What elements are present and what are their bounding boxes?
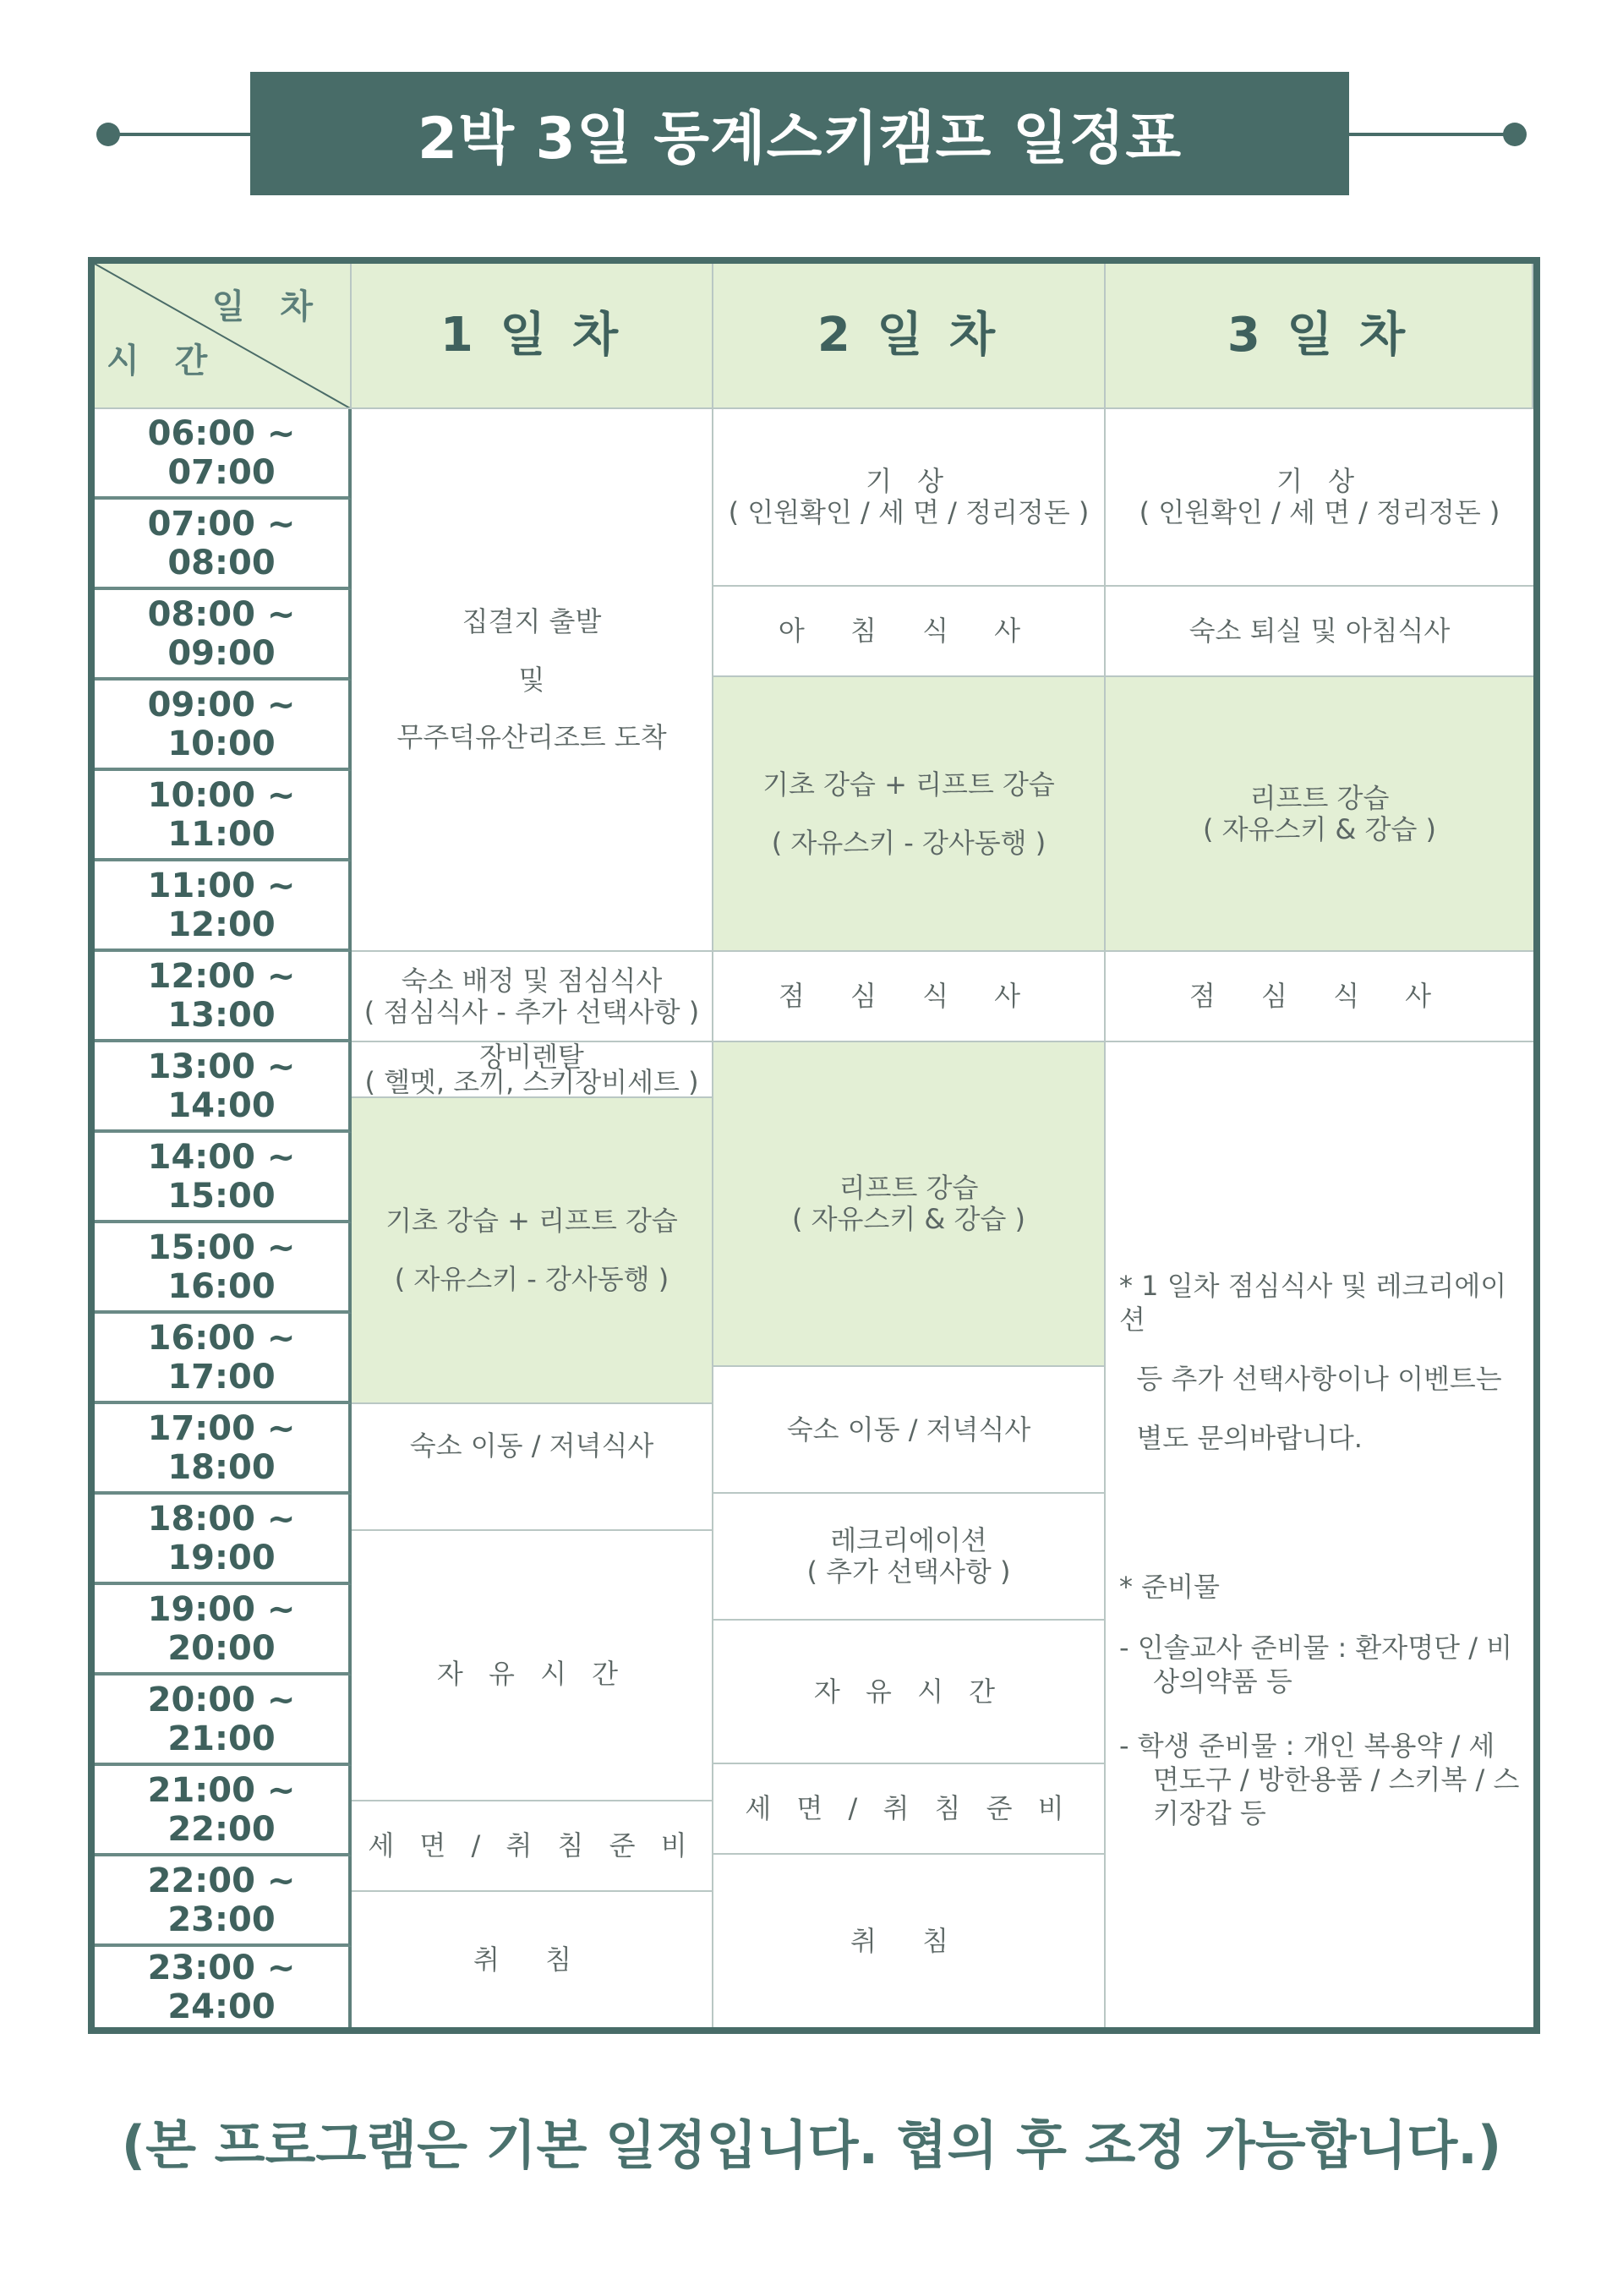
day-header-2: 2 일 차 — [713, 264, 1106, 409]
time-slot: 07:00 ~ 08:00 — [95, 500, 352, 590]
day3-wake-note: ( 인원확인 / 세 면 / 정리정돈 ) — [1139, 496, 1500, 528]
day-header-1: 1 일 차 — [352, 264, 713, 409]
time-slot: 20:00 ~ 21:00 — [95, 1676, 352, 1766]
title-dot-right — [1503, 123, 1527, 146]
title-line-right — [1346, 133, 1515, 136]
day1-lunch-note: ( 점심식사 - 추가 선택사항 ) — [363, 995, 700, 1028]
day2-lesson — [713, 677, 1106, 952]
title-dot-left — [96, 123, 120, 146]
day3-lunch: 점 심 식 사 — [1106, 952, 1533, 1042]
day2-lunch: 점 심 식 사 — [713, 952, 1106, 1042]
supplies-teacher: - 인솔교사 준비물 : 환자명단 / 비상의약품 등 — [1119, 1632, 1513, 1697]
corner-header — [95, 264, 352, 409]
day1-rental — [352, 1042, 713, 1098]
time-slot: 23:00 ~ 24:00 — [95, 1947, 352, 2027]
day2-lift-title: 리프트 강습 — [839, 1172, 979, 1205]
day2-lift-note: ( 자유스키 & 강습 ) — [791, 1203, 1026, 1235]
time-slot: 12:00 ~ 13:00 — [95, 952, 352, 1042]
schedule-table — [88, 257, 1540, 2034]
day-header-3: 3 일 차 — [1106, 264, 1533, 409]
day3-lift-lesson — [1106, 677, 1533, 952]
day1-lunch — [352, 952, 713, 1042]
corner-day-label: 일 차 — [211, 287, 325, 326]
day1-lesson-title: 기초 강습 + 리프트 강습 — [385, 1205, 678, 1238]
time-slot: 10:00 ~ 11:00 — [95, 771, 352, 861]
supplies-title: * 준비물 — [1119, 1571, 1220, 1603]
day1-free-time: 자 유 시 간 — [352, 1531, 713, 1801]
day1-sleep: 취 침 — [352, 1892, 713, 2027]
day2-sleep: 취 침 — [713, 1855, 1106, 2027]
time-slot: 11:00 ~ 12:00 — [95, 861, 352, 952]
day2-recreation-title: 레크리에이션 — [830, 1524, 987, 1557]
day1-lesson — [352, 1098, 713, 1404]
time-slot: 15:00 ~ 16:00 — [95, 1223, 352, 1314]
day1-departure-line3: 무주덕유산리조트 도착 — [396, 721, 667, 754]
page-title: 2박 3일 동계스키캠프 일정표 — [250, 72, 1349, 195]
day1-departure — [352, 409, 713, 952]
time-slot: 16:00 ~ 17:00 — [95, 1314, 352, 1404]
day3-lift-title: 리프트 강습 — [1249, 781, 1390, 814]
day1-lunch-title: 숙소 배정 및 점심식사 — [401, 964, 663, 997]
day2-lesson-title: 기초 강습 + 리프트 강습 — [762, 768, 1055, 801]
day2-wash: 세 면 / 취 침 준 비 — [713, 1764, 1106, 1855]
day3-notes — [1106, 1042, 1533, 2027]
notes-line: 별도 문의바랍니다. — [1119, 1422, 1363, 1454]
day2-free-time: 자 유 시 간 — [713, 1621, 1106, 1764]
day1-wash: 세 면 / 취 침 준 비 — [352, 1801, 713, 1892]
day1-departure-line2: 및 — [518, 663, 545, 696]
time-slot: 13:00 ~ 14:00 — [95, 1042, 352, 1133]
time-slot: 21:00 ~ 22:00 — [95, 1766, 352, 1856]
day2-dinner: 숙소 이동 / 저녁식사 — [713, 1367, 1106, 1494]
notes-line: * 1 일차 점심식사 및 레크리에이션 — [1119, 1270, 1507, 1336]
time-slot: 17:00 ~ 18:00 — [95, 1404, 352, 1495]
day3-wake-title: 기 상 — [1276, 465, 1363, 498]
time-slot: 06:00 ~ 07:00 — [95, 409, 352, 500]
day2-wake-title: 기 상 — [866, 465, 952, 498]
diagonal-line — [95, 264, 352, 409]
time-slot: 09:00 ~ 10:00 — [95, 681, 352, 771]
title-line-left — [110, 133, 259, 136]
day3-checkout: 숙소 퇴실 및 아침식사 — [1106, 587, 1533, 677]
time-slot: 14:00 ~ 15:00 — [95, 1133, 352, 1223]
day1-departure-line1: 집결지 출발 — [462, 604, 602, 637]
day2-breakfast: 아 침 식 사 — [713, 587, 1106, 677]
notes-line: 등 추가 선택사항이나 이벤트는 — [1119, 1363, 1502, 1395]
time-slot: 19:00 ~ 20:00 — [95, 1585, 352, 1676]
day1-dinner: 숙소 이동 / 저녁식사 — [352, 1404, 713, 1531]
time-slot: 22:00 ~ 23:00 — [95, 1856, 352, 1947]
time-slot: 18:00 ~ 19:00 — [95, 1495, 352, 1585]
day2-recreation — [713, 1494, 1106, 1621]
day1-lesson-note: ( 자유스키 - 강사동행 ) — [394, 1263, 669, 1295]
day1-rental-title: 장비렌탈 — [479, 1040, 584, 1073]
day2-recreation-note: ( 추가 선택사항 ) — [806, 1555, 1011, 1588]
day3-wake — [1106, 409, 1533, 587]
day1-rental-note: ( 헬멧, 조끼, 스키장비세트 ) — [364, 1066, 699, 1098]
day2-wake-note: ( 인원확인 / 세 면 / 정리정돈 ) — [728, 496, 1090, 528]
day3-lift-note: ( 자유스키 & 강습 ) — [1202, 812, 1437, 845]
footer-note: (본 프로그램은 기본 일정입니다. 협의 후 조정 가능합니다.) — [121, 2114, 1502, 2176]
day2-lift-lesson — [713, 1042, 1106, 1367]
corner-time-label: 시 간 — [107, 342, 220, 380]
supplies-student: - 학생 준비물 : 개인 복용약 / 세면도구 / 방한용품 / 스키복 / 스키장갑 등 — [1119, 1730, 1520, 1829]
time-slot: 08:00 ~ 09:00 — [95, 590, 352, 681]
day2-wake — [713, 409, 1106, 587]
day2-lesson-note: ( 자유스키 - 강사동행 ) — [771, 826, 1046, 859]
